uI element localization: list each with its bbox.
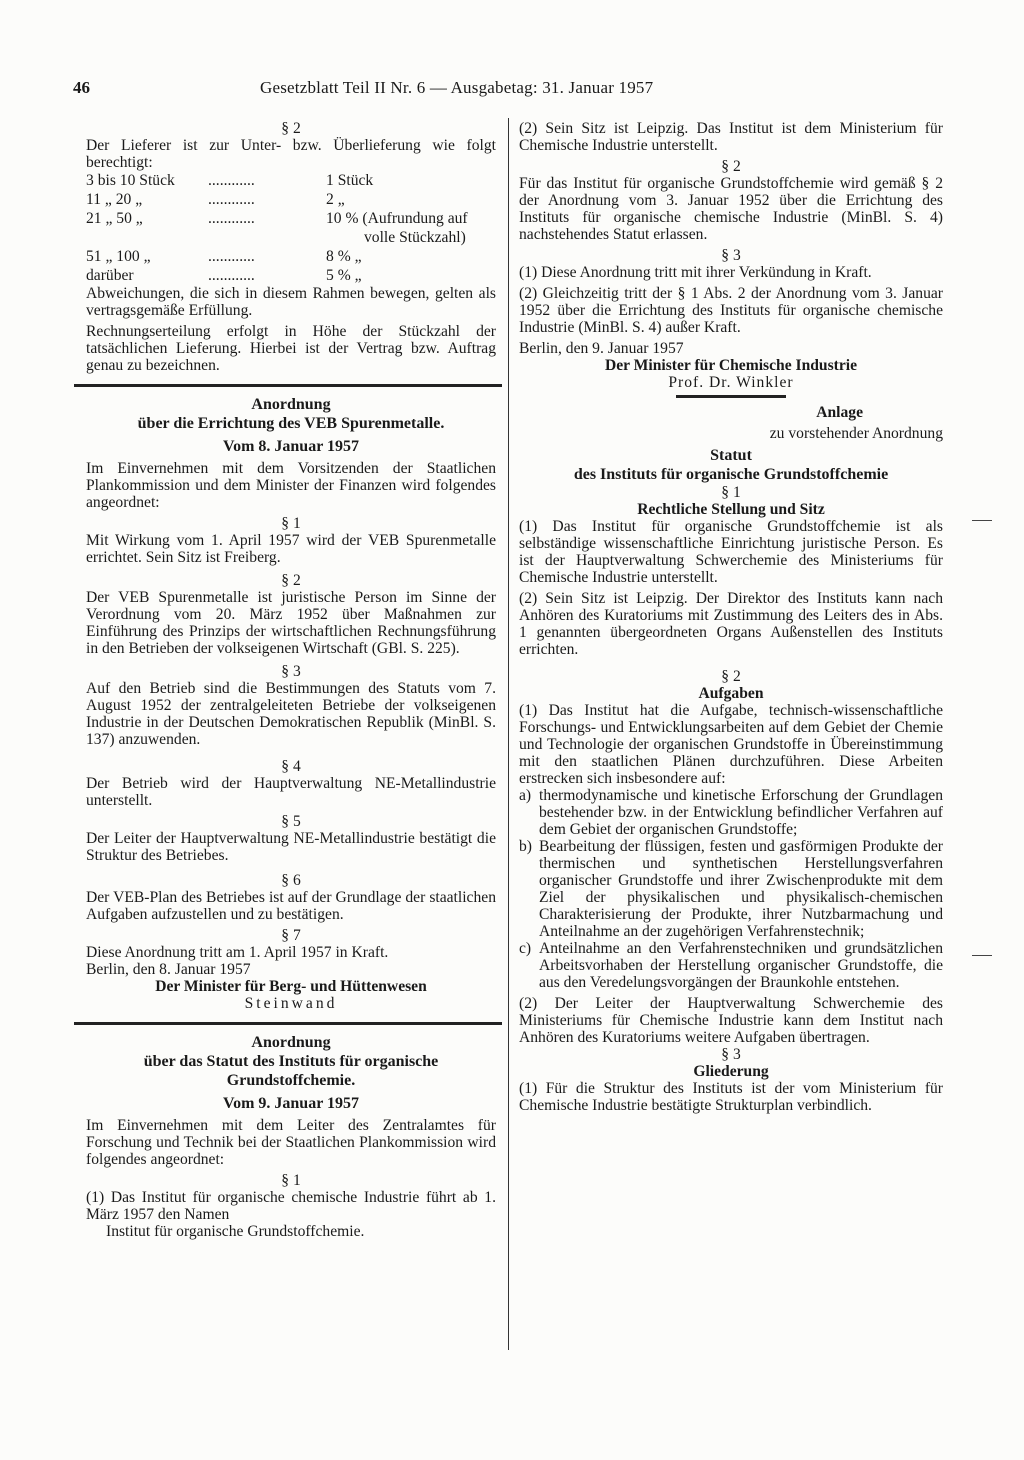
page-header <box>0 78 1024 102</box>
paragraph: Diese Anordnung tritt am 1. April 1957 in Kraft. <box>86 944 389 961</box>
page-number: 46 <box>73 78 90 97</box>
left-column <box>86 120 496 1240</box>
paragraph: Mit Wirkung vom 1. April 1957 wird der VEB Spurenmetalle errichtet. Sein Sitz ist Freiberg. <box>86 532 496 566</box>
paragraph: Der Leiter der Hauptverwaltung NE-Metallindustrie bestätigt die Struktur des Betriebes. <box>86 830 496 864</box>
statute-subtitle: des Instituts für organische Grundstoffchemie <box>573 466 889 483</box>
paragraph: Rechnungserteilung erfolgt in Höhe der Stückzahl der tatsächlichen Lieferung. Hierbei ist der Vertrag bzw. Auftrag genau zu bezeichnen. <box>86 323 496 374</box>
paragraph: Auf den Betrieb sind die Bestimmungen des Statuts vom 7. August 1952 der zentralgeleiteten Betriebe der volkseigenen Industrie in der Deutschen Demokratischen Republik (MinBl. S. 137) anzuwenden. <box>86 680 496 748</box>
paragraph: (2) Sein Sitz ist Leipzig. Das Institut ist dem Ministerium für Chemische Industrie unterstellt. <box>519 120 943 154</box>
paragraph: Der VEB-Plan des Betriebes ist auf der Grundlage der staatlichen Aufgaben aufzustellen und zu bestätigen. <box>86 889 496 923</box>
list-label: a) <box>519 787 532 804</box>
section-heading: § 2 <box>721 158 741 175</box>
value-text: 10 % (Aufrundung auf <box>326 210 468 227</box>
table-cell-value: 5 % „ <box>326 267 362 284</box>
table-cell-dots: ............ <box>208 267 255 284</box>
signature-rule <box>676 395 786 398</box>
minister-title: Der Minister für Berg- und Hüttenwesen <box>155 978 427 995</box>
gazette-title: Gesetzblatt Teil II Nr. 6 — Ausgabetag: 31. Januar 1957 <box>260 78 654 97</box>
section-heading: § 5 <box>281 813 301 830</box>
annex-label: Anlage <box>816 404 863 421</box>
signatory: Prof. Dr. Winkler <box>668 374 794 391</box>
table-cell-range: 3 bis 10 Stück <box>86 172 175 189</box>
annex-subtitle: zu vorstehender Anordnung <box>769 425 943 442</box>
table-cell-value: 1 Stück <box>326 172 374 189</box>
table-cell-dots: ............ <box>208 210 255 227</box>
table-cell-dots: ............ <box>208 172 255 189</box>
paragraph: (1) Diese Anordnung tritt mit ihrer Verkündung in Kraft. <box>519 264 872 281</box>
paragraph: (1) Das Institut für organische chemische Industrie führt ab 1. März 1957 den Namen <box>86 1189 496 1223</box>
list-text: Anteilnahme an den Verfahrenstechniken und grundsätzlichen Arbeitsvorhaben der Herstellung organischer Grundstoffe, die aus den Veredelungsvorgängen der Braunkohle entstehen. <box>539 940 943 991</box>
table-cell-range: 21 „ 50 „ <box>86 210 143 227</box>
table-cell-dots: ............ <box>208 191 255 208</box>
ordinance-subtitle: über die Errichtung des VEB Spurenmetalle. <box>137 415 445 432</box>
section-rule <box>74 1022 502 1025</box>
paragraph: Der Lieferer ist zur Unter- bzw. Überlieferung wie folgt berechtigt: <box>86 137 496 171</box>
table-cell-value <box>326 209 496 247</box>
section-heading: § 6 <box>281 872 301 889</box>
section-heading: § 1 <box>281 515 301 532</box>
table-row <box>86 247 496 266</box>
list-text: thermodynamische und kinetische Erforschung der Grundlagen bestehender bzw. in der Entwicklung befindlicher Verfahren auf dem Gebiet der organischen Grundstoffe; <box>539 787 943 838</box>
section-title: Aufgaben <box>698 685 764 702</box>
statute-title: Statut <box>710 447 752 464</box>
ordinance-subtitle: über das Statut des Instituts für organische <box>143 1053 439 1070</box>
section-heading: § 2 <box>721 668 741 685</box>
margin-mark <box>972 955 992 956</box>
section-heading: § 4 <box>281 758 301 775</box>
section-title: Rechtliche Stellung und Sitz <box>637 501 825 518</box>
ordinance-date: Vom 9. Januar 1957 <box>222 1095 360 1112</box>
list-label: c) <box>519 940 532 957</box>
table-cell-value: 2 „ <box>326 191 345 208</box>
paragraph: (2) Gleichzeitig tritt der § 1 Abs. 2 der Anordnung vom 3. Januar 1952 über die Errichtung des Instituts für organische chemische Industrie (MinBl. S. 4) außer Kraft. <box>519 285 943 336</box>
list-item <box>519 940 943 991</box>
table-cell-range: 11 „ 20 „ <box>86 191 143 208</box>
table-cell-dots: ............ <box>208 248 255 265</box>
place-date: Berlin, den 8. Januar 1957 <box>86 961 251 978</box>
paragraph: Der Betrieb wird der Hauptverwaltung NE-Metallindustrie unterstellt. <box>86 775 496 809</box>
table-row <box>86 266 496 285</box>
list-item <box>519 838 943 940</box>
margin-mark <box>972 520 992 521</box>
table-row <box>86 190 496 209</box>
list-text: Bearbeitung der flüssigen, festen und gasförmigen Produkte der thermischen und synthetischen Herstellungsverfahren organischer Grundstoffe und ihrer Zwischenprodukte mit dem Ziel der physikalischen und physikalisch-chemischen Charakterisierung der Produkte, ihrer Nutzbarmachung und Anteilnahme an der zugehörigen Verfahrenstechnik; <box>539 838 943 940</box>
minister-title: Der Minister für Chemische Industrie <box>604 357 858 374</box>
section-title: Gliederung <box>693 1063 769 1080</box>
ordinance-subtitle: Grundstoffchemie. <box>226 1072 356 1089</box>
ordinance-date: Vom 8. Januar 1957 <box>222 438 360 455</box>
section-heading: § 2 <box>281 120 301 137</box>
paragraph: (1) Das Institut hat die Aufgabe, technisch-wissenschaftliche Forschungs- und Entwicklungsarbeiten auf dem Gebiet der Chemie und Technologie der organischen Grundstoffe in Übereinstimmung mit den staatlichen Plänen durchzuführen. Diese Arbeiten erstrecken sich insbesondere auf: <box>519 702 943 787</box>
delivery-tolerance-table <box>86 171 496 285</box>
ordinance-title: Anordnung <box>251 1034 331 1051</box>
institute-name: Institut für organische Grundstoffchemie. <box>106 1223 365 1240</box>
paragraph: (1) Das Institut für organische Grundstoffchemie ist als selbständige wissenschaftliche Einrichtung juristische Person. Es ist der Hauptverwaltung Schwerchemie des Ministeriums für Chemische Industrie unterstellt. <box>519 518 943 586</box>
table-cell-value: 8 % „ <box>326 248 362 265</box>
list-item <box>519 787 943 838</box>
section-heading: § 7 <box>281 927 301 944</box>
right-column <box>519 120 943 1114</box>
table-cell-range: 51 „ 100 „ <box>86 248 151 265</box>
paragraph: Im Einvernehmen mit dem Leiter des Zentralamtes für Forschung und Technik bei der Staatlichen Plankommission wird folgendes angeordnet: <box>86 1117 496 1168</box>
section-heading: § 1 <box>721 484 741 501</box>
table-row <box>86 171 496 190</box>
section-rule <box>74 384 502 387</box>
table-cell-range: darüber <box>86 267 134 284</box>
paragraph: Für das Institut für organische Grundstoffchemie wird gemäß § 2 der Anordnung vom 3. Januar 1952 über die Errichtung des Instituts für organische chemische Industrie (MinBl. S. 4) nachstehendes Statut erlassen. <box>519 175 943 243</box>
paragraph: Der VEB Spurenmetalle ist juristische Person im Sinne der Verordnung vom 20. März 1952 über Maßnahmen zur Einführung des Prinzips der wirtschaftlichen Rechnungsführung in den Betrieben der volkseigenen Wirtschaft (GBl. S. 225). <box>86 589 496 657</box>
section-heading: § 3 <box>721 1046 741 1063</box>
section-heading: § 2 <box>281 572 301 589</box>
section-heading: § 3 <box>721 247 741 264</box>
place-date: Berlin, den 9. Januar 1957 <box>519 340 684 357</box>
list-label: b) <box>519 838 532 855</box>
ordinance-title: Anordnung <box>251 396 331 413</box>
value-note: volle Stückzahl) <box>364 229 466 246</box>
paragraph: (1) Für die Struktur des Instituts ist der vom Ministerium für Chemische Industrie bestätigte Strukturplan verbindlich. <box>519 1080 943 1114</box>
paragraph: Abweichungen, die sich in diesem Rahmen bewegen, gelten als vertragsgemäße Erfüllung. <box>86 285 496 319</box>
paragraph: (2) Der Leiter der Hauptverwaltung Schwerchemie des Ministeriums für Chemische Industrie kann dem Institut nach Anhören des Kuratoriums weitere Aufgaben übertragen. <box>519 995 943 1046</box>
paragraph: Im Einvernehmen mit dem Vorsitzenden der Staatlichen Plankommission und dem Minister der Finanzen wird folgendes angeordnet: <box>86 460 496 511</box>
section-heading: § 3 <box>281 663 301 680</box>
signatory: Steinwand <box>244 995 338 1012</box>
table-row <box>86 209 496 247</box>
paragraph: (2) Sein Sitz ist Leipzig. Der Direktor des Instituts kann nach Anhören des Kuratoriums mit Zustimmung des Leiters des in Abs. 1 genannten übergeordneten Organs Außenstellen des Instituts errichten. <box>519 590 943 658</box>
section-heading: § 1 <box>281 1172 301 1189</box>
column-divider <box>508 118 509 1350</box>
